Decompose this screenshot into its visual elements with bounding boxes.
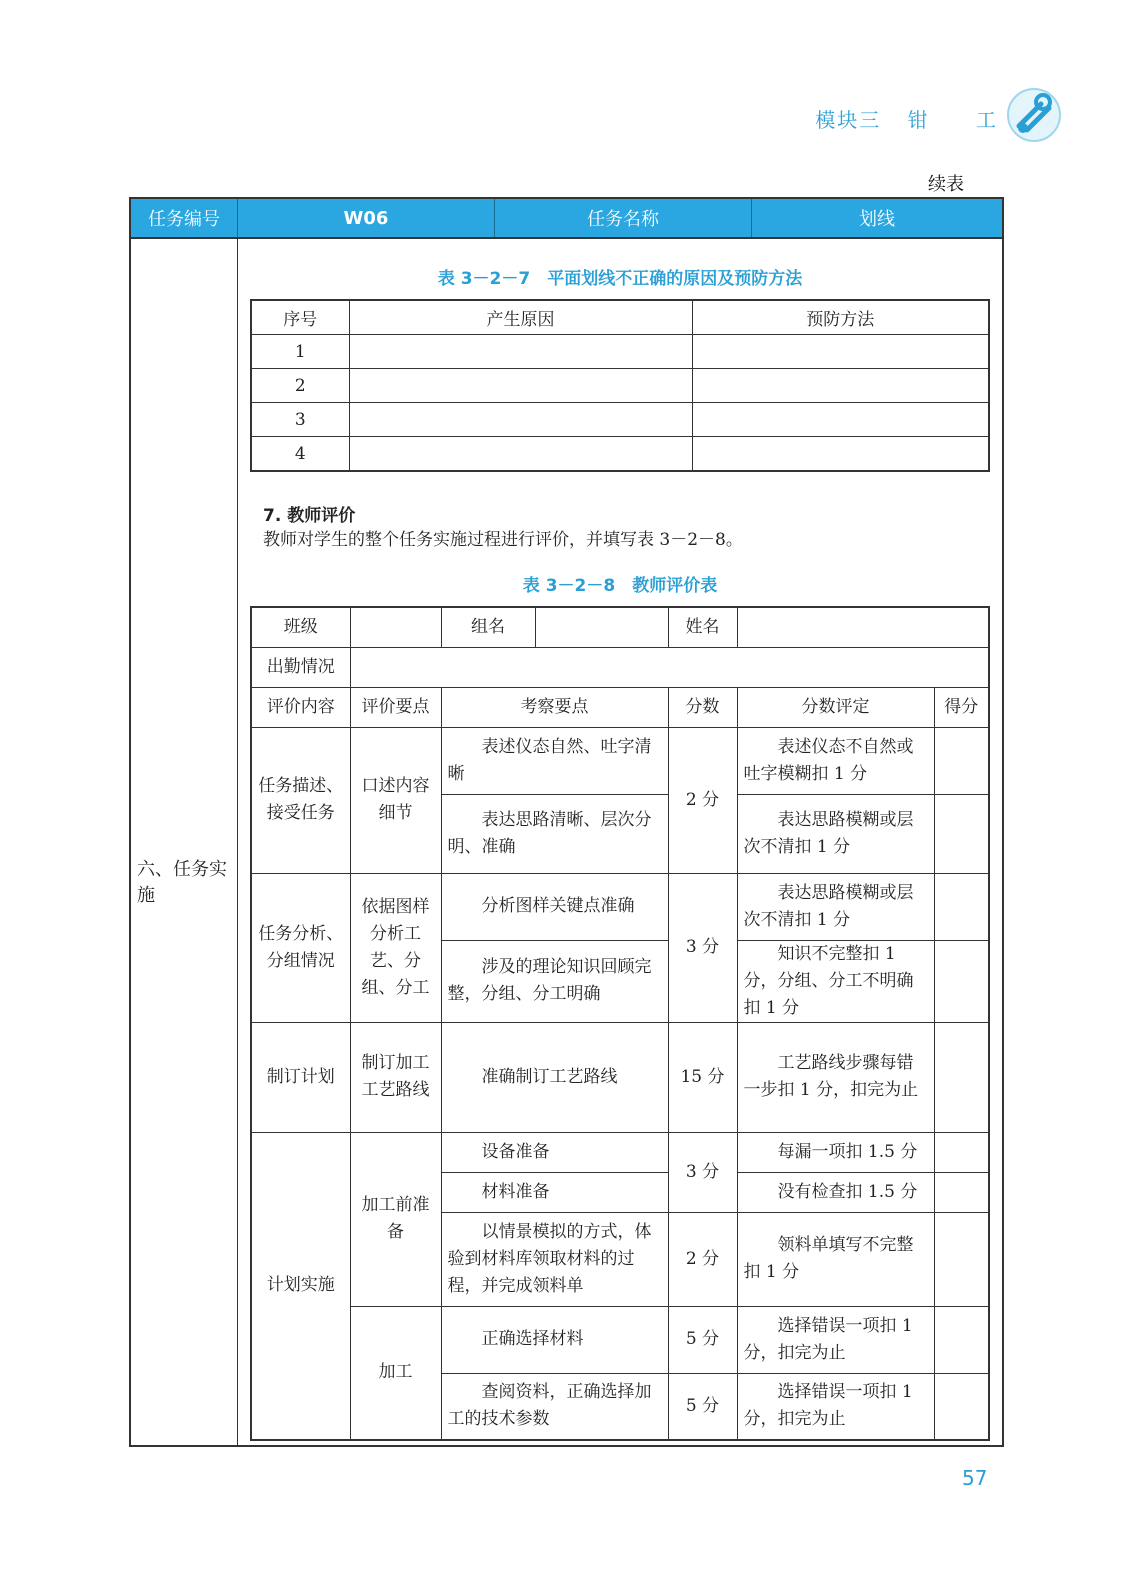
table-row: [251, 369, 989, 403]
task-header-band: [131, 199, 1002, 239]
table2-caption: 表 3－2－8 教师评价表: [522, 576, 718, 596]
earned-cell[interactable]: [934, 727, 989, 794]
score: 3 分: [668, 873, 737, 1022]
col-rule: 分数评定: [737, 687, 934, 727]
check-point: 正确选择材料: [441, 1306, 668, 1373]
score-rule: 表达思路模糊或层次不清扣 1 分: [737, 794, 934, 873]
class-value[interactable]: [350, 607, 441, 647]
earned-cell[interactable]: [934, 873, 989, 940]
check-point: 表达思路清晰、层次分明、准确: [441, 794, 668, 873]
eval-point: 制订加工工艺路线: [350, 1022, 441, 1132]
score: 2 分: [668, 1212, 737, 1306]
score-rule: 领料单填写不完整扣 1 分: [737, 1212, 934, 1306]
prevention-cell[interactable]: [692, 437, 989, 472]
class-label: 班级: [251, 607, 350, 647]
task-name: 划线: [859, 209, 895, 230]
score-rule: 没有检查扣 1.5 分: [737, 1172, 934, 1212]
section-title: 7. 教师评价: [263, 506, 356, 526]
col-earned: 得分: [934, 687, 989, 727]
cause-cell[interactable]: [349, 403, 692, 437]
table-header-row: [251, 687, 989, 727]
eval-content: 计划实施: [251, 1132, 350, 1440]
table-row: [251, 403, 989, 437]
score-rule: 工艺路线步骤每错一步扣 1 分，扣完为止: [737, 1022, 934, 1132]
col-prevention: 预防方法: [692, 300, 989, 335]
table-row: [251, 1306, 989, 1373]
check-point: 准确制订工艺路线: [441, 1022, 668, 1132]
table-row: [251, 437, 989, 472]
table-row: [251, 1022, 989, 1132]
group-value[interactable]: [535, 607, 668, 647]
running-header: [815, 104, 998, 133]
check-point: 分析图样关键点准确: [441, 873, 668, 940]
check-point: 表述仪态自然、吐字清晰: [441, 727, 668, 794]
col-no: 序号: [251, 300, 349, 335]
score-rule: 每漏一项扣 1.5 分: [737, 1132, 934, 1172]
table-header-row: [251, 300, 989, 335]
section-text: 教师对学生的整个任务实施过程进行评价，并填写表 3－2－8。: [263, 530, 743, 550]
score-rule: 知识不完整扣 1 分，分组、分工不明确扣 1 分: [737, 940, 934, 1022]
eval-point: 加工前准备: [350, 1132, 441, 1306]
score: 3 分: [668, 1132, 737, 1212]
evaluation-table: [250, 606, 990, 1441]
score-rule: 表述仪态不自然或吐字模糊扣 1 分: [737, 727, 934, 794]
section-label: 六、任务实施: [137, 859, 227, 906]
table-row: [251, 1132, 989, 1172]
row-no: 3: [251, 403, 349, 437]
earned-cell[interactable]: [934, 1373, 989, 1440]
info-row: [251, 607, 989, 647]
row-no: 1: [251, 335, 349, 369]
eval-content: 制订计划: [251, 1022, 350, 1132]
check-point: 材料准备: [441, 1172, 668, 1212]
row-no: 4: [251, 437, 349, 472]
earned-cell[interactable]: [934, 1172, 989, 1212]
row-no: 2: [251, 369, 349, 403]
score: 2 分: [668, 727, 737, 873]
check-point: 设备准备: [441, 1132, 668, 1172]
earned-cell[interactable]: [934, 1132, 989, 1172]
score: 5 分: [668, 1306, 737, 1373]
check-point: 涉及的理论知识回顾完整，分组、分工明确: [441, 940, 668, 1022]
cause-cell[interactable]: [349, 369, 692, 403]
teacher-eval-section: [263, 504, 743, 552]
prevention-cell[interactable]: [692, 335, 989, 369]
table-row: [251, 727, 989, 794]
module-word2: 工: [976, 108, 998, 132]
prevention-cell[interactable]: [692, 369, 989, 403]
col-check: 考察要点: [441, 687, 668, 727]
score-rule: 选择错误一项扣 1 分，扣完为止: [737, 1373, 934, 1440]
col-point: 评价要点: [350, 687, 441, 727]
attendance-value[interactable]: [350, 647, 989, 687]
task-name-label: 任务名称: [495, 199, 752, 237]
earned-cell[interactable]: [934, 1022, 989, 1132]
col-content: 评价内容: [251, 687, 350, 727]
cause-cell[interactable]: [349, 437, 692, 472]
earned-cell[interactable]: [934, 1306, 989, 1373]
earned-cell[interactable]: [934, 794, 989, 873]
attendance-row: [251, 647, 989, 687]
causes-table: [250, 299, 990, 472]
score: 5 分: [668, 1373, 737, 1440]
col-cause: 产生原因: [349, 300, 692, 335]
page-number: 57: [962, 1466, 988, 1490]
score-rule: 表达思路模糊或层次不清扣 1 分: [737, 873, 934, 940]
eval-point: 口述内容细节: [350, 727, 441, 873]
earned-cell[interactable]: [934, 1212, 989, 1306]
attendance-label: 出勤情况: [251, 647, 350, 687]
module-title: 模块三: [815, 108, 882, 132]
section-column: [131, 239, 238, 1445]
task-number: W06: [238, 199, 495, 237]
eval-point: 加工: [350, 1306, 441, 1440]
task-number-label: 任务编号: [131, 199, 238, 237]
score: 15 分: [668, 1022, 737, 1132]
table-row: [251, 873, 989, 940]
continued-label: 续表: [928, 174, 964, 195]
wrench-logo-icon: [1005, 86, 1063, 144]
eval-content: 任务分析、分组情况: [251, 873, 350, 1022]
prevention-cell[interactable]: [692, 403, 989, 437]
module-word1: 钳: [907, 108, 930, 132]
name-label: 姓名: [668, 607, 737, 647]
check-point: 查阅资料，正确选择加工的技术参数: [441, 1373, 668, 1440]
score-rule: 选择错误一项扣 1 分，扣完为止: [737, 1306, 934, 1373]
check-point: 以情景模拟的方式，体验到材料库领取材料的过程，并完成领料单: [441, 1212, 668, 1306]
col-score: 分数: [668, 687, 737, 727]
table1-caption: 表 3－2－7 平面划线不正确的原因及预防方法: [437, 269, 803, 289]
eval-content: 任务描述、接受任务: [251, 727, 350, 873]
eval-point: 依据图样分析工艺、分组、分工: [350, 873, 441, 1022]
cause-cell[interactable]: [349, 335, 692, 369]
earned-cell[interactable]: [934, 940, 989, 1022]
table-row: [251, 335, 989, 369]
group-label: 组名: [441, 607, 535, 647]
name-value[interactable]: [737, 607, 989, 647]
